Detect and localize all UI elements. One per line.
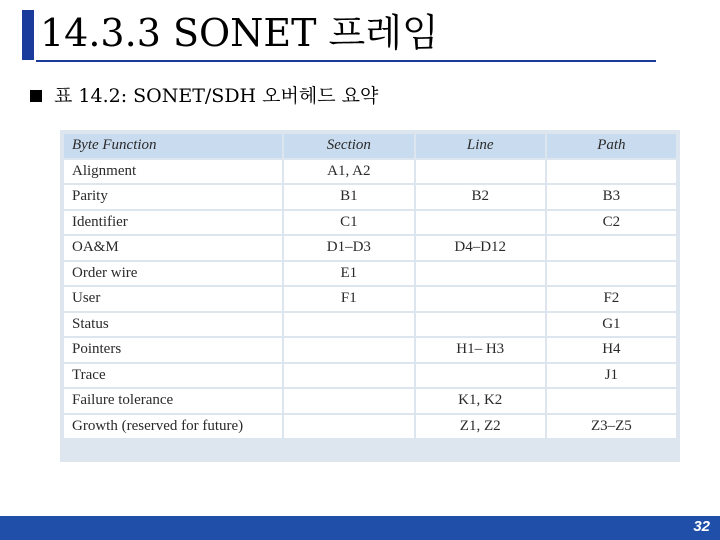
cell-path: H4 [547, 338, 676, 362]
table-row [64, 338, 676, 362]
cell-section: B1 [284, 185, 414, 209]
table-row [64, 160, 676, 184]
cell-byte-function: OA&M [64, 236, 282, 260]
cell-byte-function: Pointers [64, 338, 282, 362]
cell-path: J1 [547, 364, 676, 388]
cell-byte-function: Status [64, 313, 282, 337]
table-row [64, 236, 676, 260]
cell-section [284, 389, 414, 413]
cell-section [284, 364, 414, 388]
header-byte-function: Byte Function [64, 134, 282, 158]
cell-section [284, 338, 414, 362]
table-row [64, 211, 676, 235]
cell-byte-function: Order wire [64, 262, 282, 286]
table-row [64, 415, 676, 439]
footer-bar [0, 516, 720, 540]
cell-path: Z3–Z5 [547, 415, 676, 439]
cell-section: C1 [284, 211, 414, 235]
cell-line [416, 160, 545, 184]
table-row [64, 262, 676, 286]
table-row [64, 313, 676, 337]
cell-section: F1 [284, 287, 414, 311]
title-accent-bar [22, 10, 34, 60]
table-row [64, 287, 676, 311]
cell-section: D1–D3 [284, 236, 414, 260]
table-row [64, 364, 676, 388]
table-caption: 표 14.2: SONET/SDH 오버헤드 요약 [54, 85, 379, 107]
overhead-table-container [60, 130, 680, 462]
cell-byte-function: Alignment [64, 160, 282, 184]
cell-byte-function: Trace [64, 364, 282, 388]
square-bullet-icon [30, 90, 42, 102]
cell-path [547, 389, 676, 413]
cell-path: B3 [547, 185, 676, 209]
slide-title: 14.3.3 SONET 프레임 [40, 11, 439, 55]
cell-line [416, 364, 545, 388]
cell-line: H1– H3 [416, 338, 545, 362]
cell-line: K1, K2 [416, 389, 545, 413]
cell-byte-function: Parity [64, 185, 282, 209]
cell-byte-function: User [64, 287, 282, 311]
cell-path: G1 [547, 313, 676, 337]
table-row [64, 389, 676, 413]
page-number: 32 [693, 518, 710, 535]
cell-section: E1 [284, 262, 414, 286]
table-header-row [64, 134, 676, 158]
cell-line [416, 211, 545, 235]
cell-path [547, 236, 676, 260]
overhead-table [62, 132, 678, 440]
cell-section [284, 313, 414, 337]
cell-byte-function: Growth (reserved for future) [64, 415, 282, 439]
cell-path: F2 [547, 287, 676, 311]
cell-line: Z1, Z2 [416, 415, 545, 439]
title-underline [36, 60, 656, 62]
cell-line [416, 287, 545, 311]
cell-line: D4–D12 [416, 236, 545, 260]
cell-line [416, 313, 545, 337]
cell-byte-function: Failure tolerance [64, 389, 282, 413]
cell-path [547, 160, 676, 184]
cell-line: B2 [416, 185, 545, 209]
cell-section [284, 415, 414, 439]
header-path: Path [547, 134, 676, 158]
header-section: Section [284, 134, 414, 158]
table-row [64, 185, 676, 209]
header-line: Line [416, 134, 545, 158]
cell-byte-function: Identifier [64, 211, 282, 235]
cell-section: A1, A2 [284, 160, 414, 184]
cell-path [547, 262, 676, 286]
cell-path: C2 [547, 211, 676, 235]
cell-line [416, 262, 545, 286]
